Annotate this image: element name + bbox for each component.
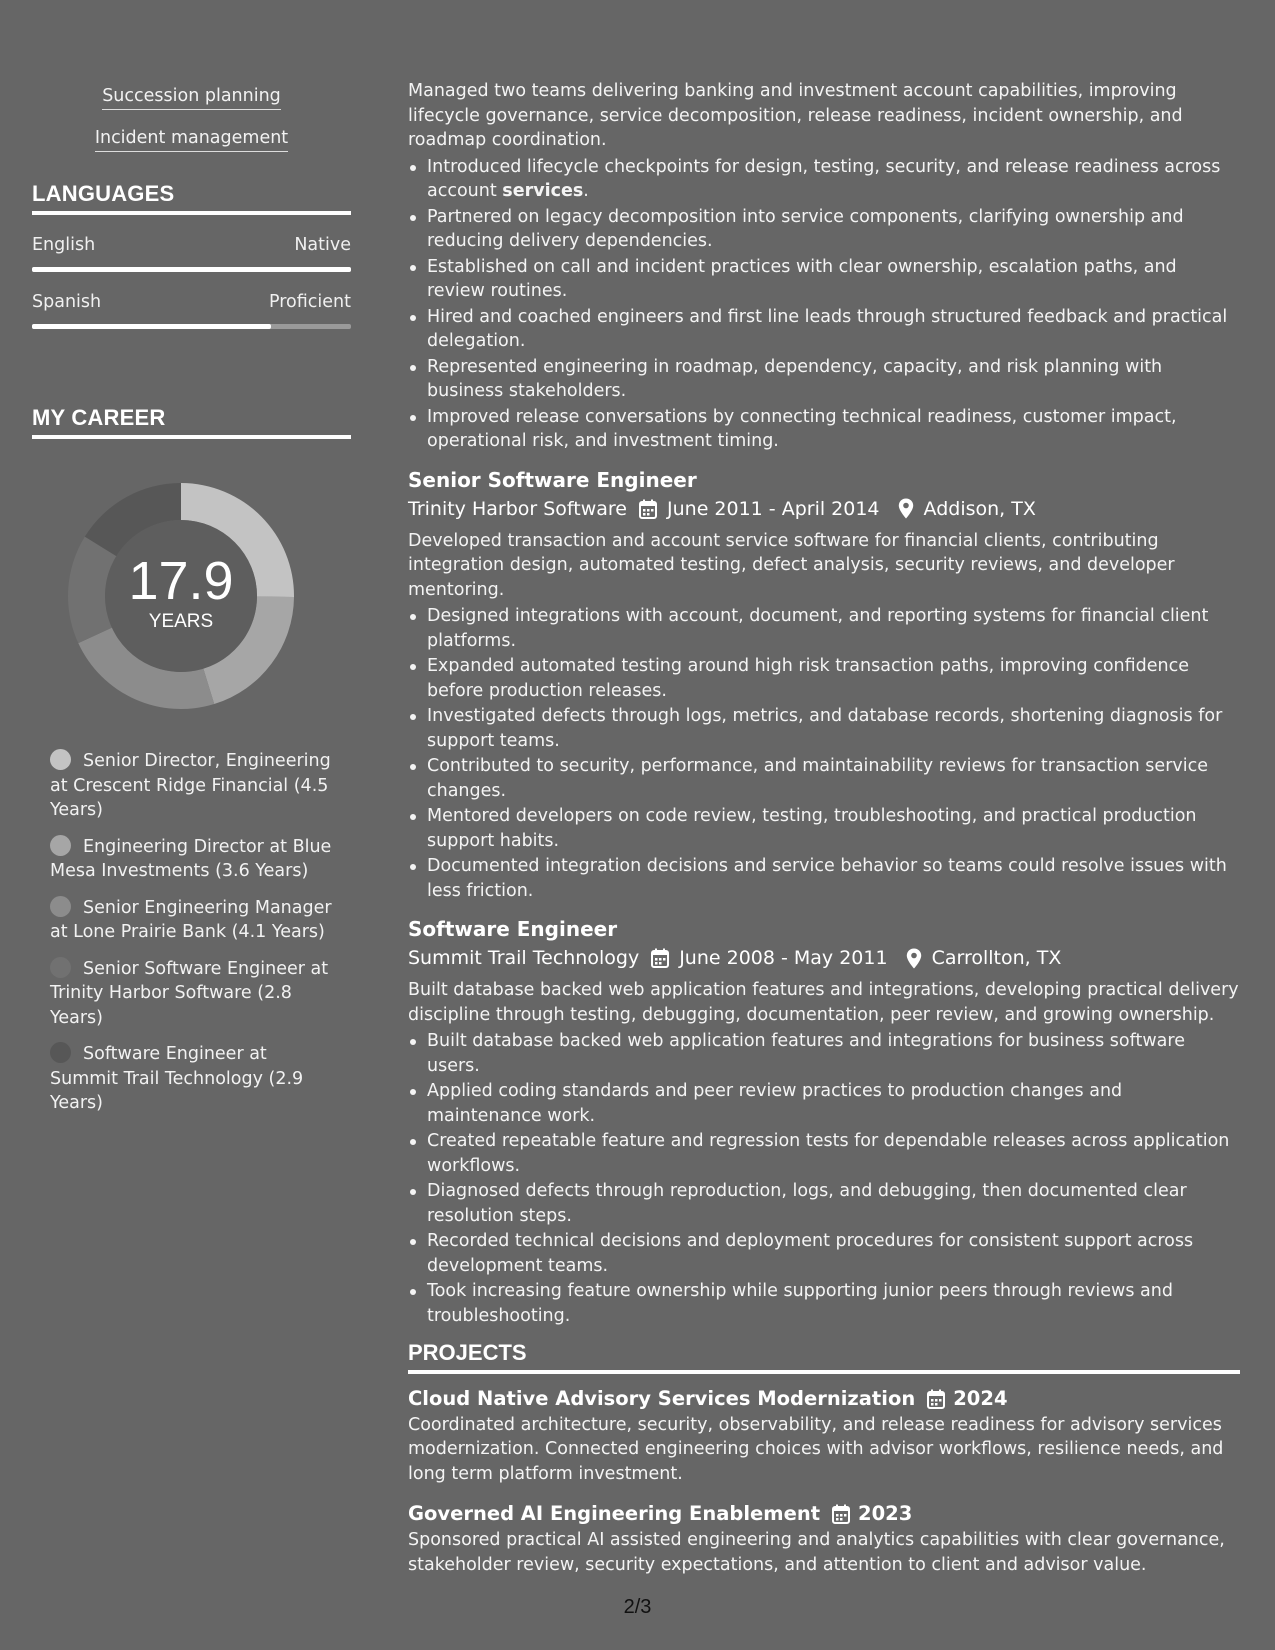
skill-tag: Succession planning bbox=[102, 86, 281, 110]
language-level: Proficient bbox=[269, 292, 351, 312]
job-summary: Managed two teams delivering banking and investment account capabilities, improving lifecycle governance, service decomposition, release readiness, incident ownership, and roadmap coordination. bbox=[408, 81, 1183, 150]
project-description: Sponsored practical AI assisted engineering and analytics capabilities with clear governance, stakeholder review, security expectations, and attention to client and advisor value. bbox=[408, 1530, 1225, 1575]
job-bullet: Created repeatable feature and regression tests for dependable releases across application workflows. bbox=[408, 1129, 1240, 1178]
main-content bbox=[408, 79, 1240, 1577]
bullet-text: . bbox=[583, 181, 589, 201]
project-head bbox=[408, 1385, 1240, 1413]
location-pin-icon bbox=[898, 498, 914, 519]
donut-center bbox=[66, 553, 296, 633]
job-bullet: Represented engineering in roadmap, dependency, capacity, and risk planning with business stakeholders. bbox=[408, 355, 1240, 404]
language-item bbox=[32, 235, 351, 272]
job-bullet: Investigated defects through logs, metrics, and database records, shortening diagnosis for support teams. bbox=[408, 704, 1240, 753]
career-total-unit: YEARS bbox=[148, 611, 214, 632]
job-company: Trinity Harbor Software bbox=[408, 497, 627, 520]
job-bullet: Expanded automated testing around high risk transaction paths, improving confidence before production releases. bbox=[408, 654, 1240, 703]
job-bullet: Hired and coached engineers and first line leads through structured feedback and practical delegation. bbox=[408, 305, 1240, 354]
skills-list bbox=[32, 86, 351, 170]
job-bullet: Documented integration decisions and service behavior so teams could resolve issues with less friction. bbox=[408, 854, 1240, 903]
job-summary: Developed transaction and account service software for financial clients, contributing integration design, automated testing, defect analysis, security reviews, and developer mentoring. bbox=[408, 530, 1175, 600]
job-summary: Built database backed web application features and integrations, developing practical delivery discipline through testing, debugging, documentation, peer review, and growing ownership. bbox=[408, 980, 1239, 1025]
legend-dot bbox=[50, 835, 71, 856]
career-legend bbox=[50, 749, 335, 1116]
languages-heading: LANGUAGES bbox=[32, 181, 351, 215]
legend-dot bbox=[50, 896, 71, 917]
job-bullets bbox=[408, 155, 1240, 454]
project-entry bbox=[408, 1500, 1240, 1577]
legend-dot bbox=[50, 957, 71, 978]
job-bullets bbox=[408, 1029, 1240, 1328]
career-donut-chart bbox=[66, 481, 296, 711]
language-name: Spanish bbox=[32, 292, 102, 312]
job-bullet: Recorded technical decisions and deployment procedures for consistent support across development teams. bbox=[408, 1229, 1240, 1278]
job-meta bbox=[408, 494, 1240, 524]
legend-item bbox=[50, 896, 335, 945]
job-bullet: Partnered on legacy decomposition into service components, clarifying ownership and reducing delivery dependencies. bbox=[408, 205, 1240, 254]
job-bullet: Mentored developers on code review, testing, troubleshooting, and practical production support habits. bbox=[408, 804, 1240, 853]
project-year: 2024 bbox=[953, 1386, 1008, 1410]
project-year: 2023 bbox=[858, 1502, 913, 1525]
job-bullet: Designed integrations with account, document, and reporting systems for financial client platforms. bbox=[408, 604, 1240, 653]
legend-item bbox=[50, 957, 335, 1031]
bullet-bold-text: services bbox=[502, 181, 584, 201]
job-company: Summit Trail Technology bbox=[408, 947, 640, 969]
legend-label: Software Engineer at Summit Trail Technology (2.9 Years) bbox=[50, 1044, 304, 1113]
calendar-icon bbox=[927, 1389, 945, 1409]
language-item bbox=[32, 292, 351, 329]
language-proficiency-fill bbox=[32, 324, 271, 329]
legend-label: Engineering Director at Blue Mesa Investments (3.6 Years) bbox=[50, 836, 332, 881]
legend-item bbox=[50, 749, 335, 823]
language-name: English bbox=[32, 235, 96, 255]
job-location: Addison, TX bbox=[923, 497, 1036, 520]
calendar-icon bbox=[832, 1504, 850, 1524]
job-bullet: Improved release conversations by connecting technical readiness, customer impact, operational risk, and investment timing. bbox=[408, 405, 1240, 454]
career-section bbox=[32, 405, 351, 1116]
legend-label: Senior Engineering Manager at Lone Prairie Bank (4.1 Years) bbox=[50, 897, 332, 942]
career-total-years: 17.9 bbox=[128, 551, 234, 611]
project-description: Coordinated architecture, security, observability, and release readiness for advisory services modernization. Connected engineering choices with advisor workflows, resilience needs, and long term platform investment. bbox=[408, 1414, 1224, 1484]
page-number: 2/3 bbox=[623, 1596, 652, 1618]
job-bullet: Built database backed web application features and integrations for business software users. bbox=[408, 1029, 1240, 1078]
job-location: Carrollton, TX bbox=[931, 947, 1062, 969]
bullet-text: Introduced lifecycle checkpoints for design, testing, security, and release readiness across account bbox=[427, 156, 1221, 201]
legend-label: Senior Software Engineer at Trinity Harbor Software (2.8 Years) bbox=[50, 958, 329, 1028]
calendar-icon bbox=[639, 499, 657, 519]
project-title: Cloud Native Advisory Services Modernization bbox=[408, 1386, 916, 1410]
job-bullet: Contributed to security, performance, and maintainability reviews for transaction service changes. bbox=[408, 754, 1240, 803]
location-pin-icon bbox=[906, 948, 922, 969]
projects-section bbox=[408, 1341, 1240, 1577]
job-bullet bbox=[408, 155, 1240, 204]
job-bullet: Diagnosed defects through reproduction, logs, and debugging, then documented clear resolution steps. bbox=[408, 1179, 1240, 1228]
legend-item bbox=[50, 1042, 335, 1116]
project-head bbox=[408, 1500, 1240, 1528]
job-title: Software Engineer bbox=[408, 917, 618, 941]
language-proficiency-bar bbox=[32, 267, 351, 272]
intro-job-continued bbox=[408, 79, 1240, 454]
legend-dot bbox=[50, 749, 71, 770]
job-entry bbox=[408, 915, 1240, 1328]
languages-section bbox=[32, 181, 351, 329]
calendar-icon bbox=[651, 948, 669, 968]
job-bullet: Established on call and incident practices with clear ownership, escalation paths, and review routines. bbox=[408, 255, 1240, 304]
job-dates: June 2008 - May 2011 bbox=[679, 947, 888, 969]
job-meta bbox=[408, 943, 1240, 973]
legend-item bbox=[50, 835, 335, 884]
language-level: Native bbox=[294, 235, 351, 255]
job-dates: June 2011 - April 2014 bbox=[667, 497, 880, 520]
career-heading: MY CAREER bbox=[32, 405, 351, 439]
sidebar bbox=[32, 86, 351, 1128]
job-bullets bbox=[408, 604, 1240, 903]
job-bullet: Applied coding standards and peer review practices to production changes and maintenance work. bbox=[408, 1079, 1240, 1128]
job-entry bbox=[408, 466, 1240, 904]
projects-heading: PROJECTS bbox=[408, 1341, 1240, 1374]
job-bullet: Took increasing feature ownership while supporting junior peers through reviews and troubleshooting. bbox=[408, 1279, 1240, 1328]
language-proficiency-bar bbox=[32, 324, 351, 329]
project-entry bbox=[408, 1385, 1240, 1487]
skill-tag: Incident management bbox=[95, 128, 288, 152]
legend-dot bbox=[50, 1042, 71, 1063]
legend-label: Senior Director, Engineering at Crescent Ridge Financial (4.5 Years) bbox=[50, 751, 331, 820]
project-title: Governed AI Engineering Enablement bbox=[408, 1502, 821, 1525]
job-title: Senior Software Engineer bbox=[408, 467, 697, 492]
language-proficiency-fill bbox=[32, 267, 351, 272]
